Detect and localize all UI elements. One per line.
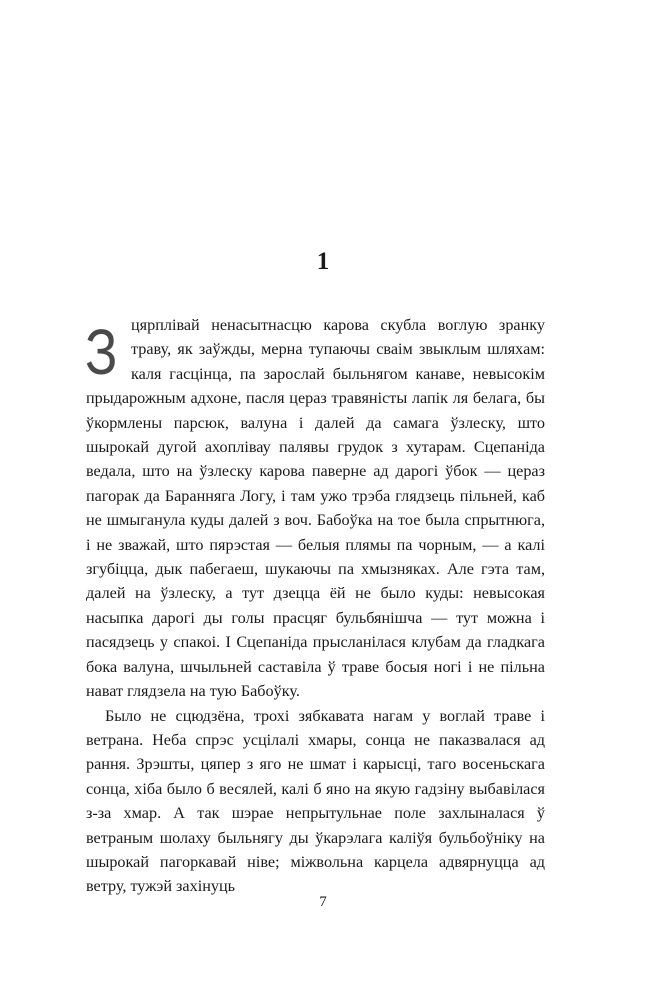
body-text: [86, 313, 545, 899]
paragraph-1-text: цярплівай ненасытнасцю карова скубла воглую зранку траву, як заўжды, мерна тупаючы сваім звыклым шляхам: каля гасцінца, па зарослай быльнягом канаве, невысокім прыдарожным адхоне, пасля цераз травяністы лапік ля белага, бы ўкормлены парсюк, валуна і далей да самага ўзлеску, што шырокай дугой ахоплівау палявы грудок з хутарам. Сцепаніда ведала, што на ўзлеску карова паверне ад дарогі ўбок — цераз пагорак да Баранняга Логу, і там ужо трэба глядзець пільней, каб не шмыганула куды далей з воч. Бабоўка на тое была спрытнюга, і не зважай, што пярэстая — белыя плямы па чорным, — а калі згубіцца, дык пабегаеш, шукаючы па хмызняках. Але гэта там, далей на ўзлеску, а тут дзецца ёй не было куды: невысокая насыпка дарогі ды голы прасцяг бульбянішча — тут можна і пасядзець у спакоі. І Сцепаніда прысланілася клубам да гладкага бока валуна, шчыльней саставіла ў траве босыя ногі і не пільна нават глядзела на тую Бабоўку.: [86, 316, 545, 701]
drop-cap: З: [85, 316, 118, 388]
page-number: 7: [319, 894, 327, 910]
paragraph-1: [86, 313, 545, 704]
paragraph-2: Было не сцюдзёна, трохі зябкавата нагам у воглай траве і ветрана. Неба спрэс усцілалі хмары, сонца не паказвалася ад рання. Зрэшты, цяпер з яго не шмат і карысці, таго восеньскага сонца, хіба было б весялей, калі б яно на якую гадзіну выбавілася з-за хмар. А так шэрае непрытульнае поле захлыналася ў ветраным шолаху быльнягу ды ўкарэлага каліўя бульбоўніку на шырокай пагоркавай ніве; міжвольна карцела адвярнуцца ад ветру, тужэй захінуць: [86, 706, 545, 896]
chapter-number: 1: [316, 248, 330, 275]
